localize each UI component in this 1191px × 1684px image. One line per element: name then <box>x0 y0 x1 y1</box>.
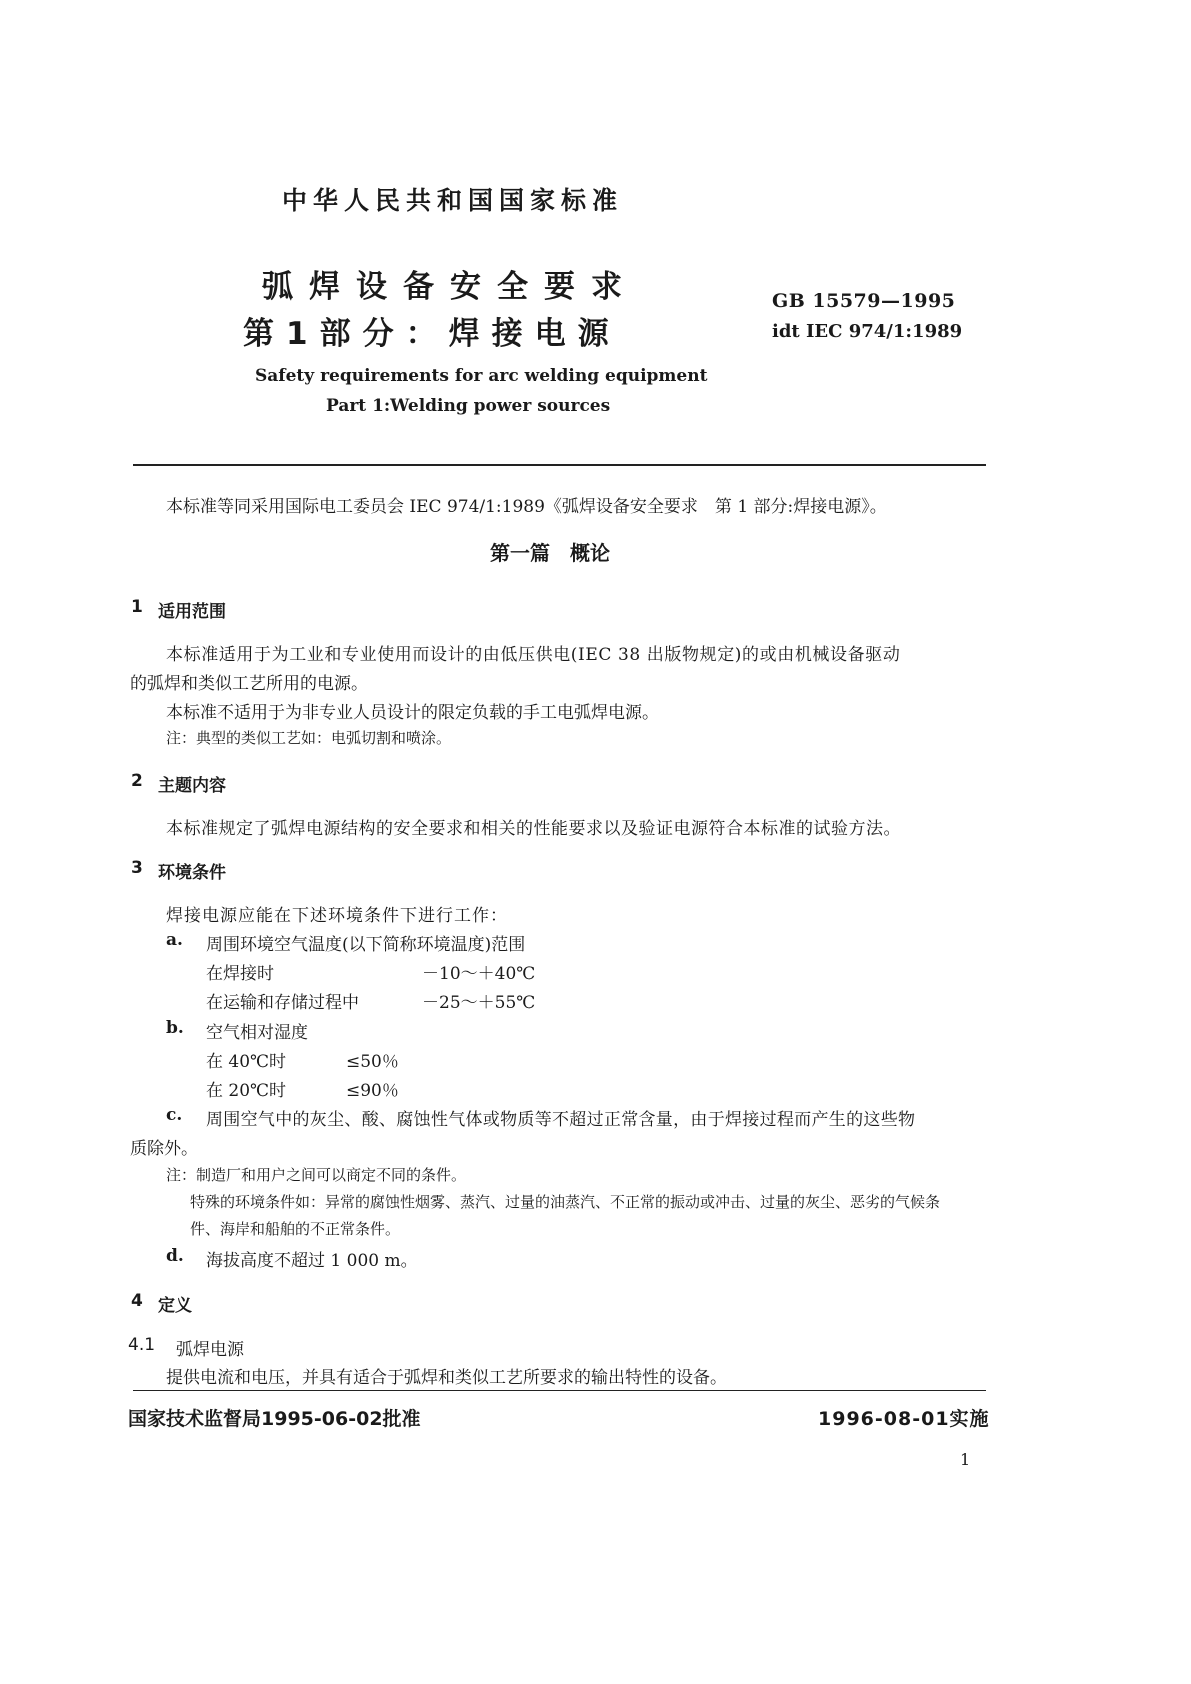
item-a-row1-value: －10～＋40℃ <box>422 964 536 984</box>
s1-note: 注：典型的类似工艺如：电弧切割和喷涂。 <box>166 729 452 747</box>
title-en-line2: Part 1:Welding power sources <box>326 396 611 416</box>
s3-note-1: 注：制造厂和用户之间可以商定不同的条件。 <box>166 1166 467 1184</box>
item-c-line2: 质除外。 <box>130 1139 198 1159</box>
section-4-heading: 定义 <box>158 1296 192 1316</box>
item-c-label: c. <box>166 1105 183 1125</box>
section-3-heading: 环境条件 <box>158 863 226 883</box>
item-b-row1-label: 在 40℃时 <box>206 1052 287 1072</box>
item-a-row2-value: －25～＋55℃ <box>422 993 536 1013</box>
item-b-label: b. <box>166 1018 184 1038</box>
title-en-line1: Safety requirements for arc welding equipment <box>255 366 708 386</box>
section-2-number: 2 <box>131 771 143 791</box>
section-1-number: 1 <box>131 597 143 617</box>
header-rule <box>133 464 986 466</box>
s1-paragraph-line1: 本标准适用于为工业和专业使用而设计的由低压供电(IEC 38 出版物规定)的或由机械设备驱动 <box>166 645 901 665</box>
std-number: GB 15579—1995 <box>772 290 956 312</box>
section-4-number: 4 <box>131 1291 143 1311</box>
national-standard-title: 中华人民共和国国家标准 <box>282 186 624 215</box>
s3-intro: 焊接电源应能在下述环境条件下进行工作： <box>166 906 508 926</box>
implementation-date: 1996-08-01实施 <box>818 1408 990 1430</box>
item-b-row2-label: 在 20℃时 <box>206 1081 287 1101</box>
subsection-4-1-heading: 弧焊电源 <box>176 1340 244 1360</box>
item-b-text: 空气相对湿度 <box>206 1023 308 1043</box>
subsection-4-1-text: 提供电流和电压，并具有适合于弧焊和类似工艺所要求的输出特性的设备。 <box>166 1368 727 1388</box>
s1-paragraph-2: 本标准不适用于为非专业人员设计的限定负载的手工电弧焊电源。 <box>166 703 659 723</box>
subsection-4-1-number: 4.1 <box>128 1335 156 1355</box>
section-3-number: 3 <box>131 858 143 878</box>
item-a-label: a. <box>166 930 183 950</box>
title-cn-line1: 弧焊设备安全要求 <box>262 269 638 305</box>
item-b-row1-value: ≤50％ <box>346 1052 399 1072</box>
footer-rule <box>133 1390 986 1391</box>
page-number: 1 <box>960 1450 971 1469</box>
item-a-row1-label: 在焊接时 <box>206 964 274 984</box>
item-c-line1: 周围空气中的灰尘、酸、腐蚀性气体或物质等不超过正常含量，由于焊接过程而产生的这些物 <box>206 1110 916 1130</box>
item-b-row2-value: ≤90％ <box>346 1081 399 1101</box>
idt-number: idt IEC 974/1:1989 <box>772 321 963 342</box>
section-1-heading: 适用范围 <box>158 602 226 622</box>
item-d-text: 海拔高度不超过 1 000 m。 <box>206 1251 418 1271</box>
item-a-text: 周围环境空气温度(以下简称环境温度)范围 <box>206 935 526 955</box>
approval-line: 国家技术监督局1995-06-02批准 <box>128 1408 421 1430</box>
item-d-label: d. <box>166 1246 184 1266</box>
s3-note-2-line2: 件、海岸和船舶的不正常条件。 <box>190 1220 401 1238</box>
s1-paragraph-line2: 的弧焊和类似工艺所用的电源。 <box>130 674 368 694</box>
title-cn-line2: 第1部分：焊接电源 <box>243 316 621 352</box>
chapter-title: 第一篇 概论 <box>490 541 610 565</box>
item-a-row2-label: 在运输和存储过程中 <box>206 993 359 1013</box>
s2-paragraph: 本标准规定了弧焊电源结构的安全要求和相关的性能要求以及验证电源符合本标准的试验方法。 <box>166 819 901 839</box>
s3-note-2-line1: 特殊的环境条件如：异常的腐蚀性烟雾、蒸汽、过量的油蒸汽、不正常的振动或冲击、过量的灰尘、恶劣的气候条 <box>190 1193 941 1211</box>
adoption-statement: 本标准等同采用国际电工委员会 IEC 974/1:1989《弧焊设备安全要求 第 1 部分:焊接电源》。 <box>166 497 887 517</box>
section-2-heading: 主题内容 <box>158 776 226 796</box>
